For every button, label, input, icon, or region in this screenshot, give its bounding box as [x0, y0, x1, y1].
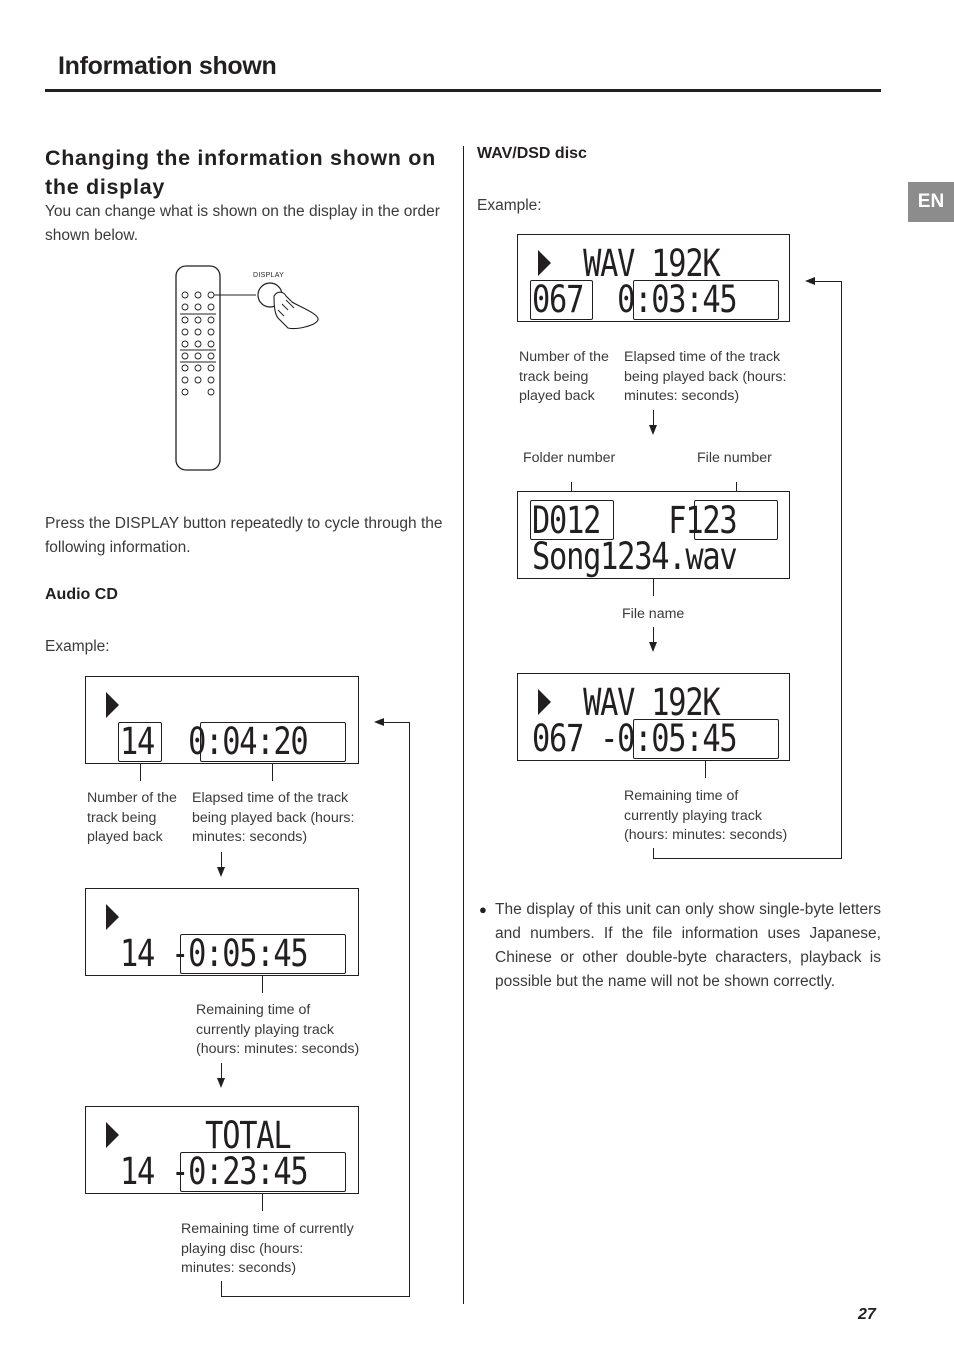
- intro-text: You can change what is shown on the display in the order shown below.: [45, 203, 440, 244]
- lcd-line-2: 067 0:03:45: [532, 278, 737, 321]
- language-tab: EN: [908, 182, 954, 222]
- caption-file-number: File number: [697, 450, 772, 466]
- wav-dsd-heading: WAV/DSD disc: [477, 145, 587, 162]
- play-indicator-icon: [106, 1122, 119, 1148]
- arrow-down-icon: [649, 425, 657, 435]
- cd-display-remaining-track: [85, 888, 359, 976]
- remaining-disc-highlight: [180, 1152, 346, 1192]
- lcd-line-1: TOTAL: [120, 1114, 291, 1157]
- caption-elapsed-time: Elapsed time of the track being played back (hours: minutes: seconds): [624, 349, 787, 404]
- caption-track-number: Number of the track being played back: [519, 349, 609, 404]
- lcd-line-1: D012 F123: [532, 499, 737, 542]
- audio-cd-heading: Audio CD: [45, 586, 118, 603]
- caption-file-name: File name: [622, 606, 685, 622]
- display-button-label: DISPLAY: [253, 272, 285, 279]
- arrow-left-icon: [374, 718, 384, 726]
- arrow-left-icon: [805, 277, 815, 285]
- caption-remaining-track: Remaining time of currently playing track (hours: minutes: seconds): [624, 788, 788, 843]
- audio-cd-example-label: Example:: [45, 638, 110, 655]
- caption-track-number: Number of the track being played back: [87, 790, 177, 845]
- caption-folder-number: Folder number: [523, 450, 616, 466]
- remote-control-illustration: [170, 262, 330, 474]
- file-number-highlight: [694, 500, 778, 540]
- display-limitation-note: The display of this unit can only show single-byte letters and numbers. If the file information uses Japanese, Chinese or other double-byte characters, playback is possible but the name will not be shown correctly.: [495, 901, 881, 990]
- arrow-down-icon: [649, 642, 657, 652]
- wav-display-remaining-track: [517, 673, 790, 761]
- play-indicator-icon: [106, 692, 119, 718]
- lcd-line-2: 14 0:04:20: [120, 720, 308, 763]
- lcd-line-2: 14 -0:05:45: [120, 932, 308, 975]
- arrow-down-icon: [217, 867, 225, 877]
- wav-display-file-info: [517, 491, 790, 579]
- page-number: 27: [858, 1306, 876, 1323]
- section-heading: Changing the information shown on the display: [45, 146, 436, 199]
- arrow-down-icon: [217, 1078, 225, 1088]
- folder-number-highlight: [530, 500, 614, 540]
- caption-remaining-track: Remaining time of currently playing track (hours: minutes: seconds): [196, 1002, 360, 1057]
- caption-remaining-disc: Remaining time of currently playing disc (hours: minutes: seconds): [181, 1221, 354, 1276]
- play-indicator-icon: [106, 904, 119, 930]
- lcd-line-2: Song1234.wav: [532, 535, 737, 578]
- lcd-line-2: 067 -0:05:45: [532, 717, 737, 760]
- elapsed-time-highlight: [200, 722, 346, 762]
- wav-display-elapsed: [517, 234, 790, 322]
- title-divider: [45, 89, 881, 92]
- remaining-time-highlight: [633, 719, 779, 759]
- track-number-highlight: [118, 722, 162, 762]
- track-number-highlight: [530, 280, 593, 320]
- lcd-line-2: 14 -0:23:45: [120, 1150, 308, 1193]
- wav-example-label: Example:: [477, 197, 542, 214]
- caption-elapsed-time: Elapsed time of the track being played back (hours: minutes: seconds): [192, 790, 355, 845]
- cd-display-elapsed: [85, 676, 359, 764]
- press-instruction: Press the DISPLAY button repeatedly to cycle through the following information.: [45, 515, 443, 556]
- remaining-time-highlight: [180, 934, 346, 974]
- elapsed-time-highlight: [633, 280, 779, 320]
- lcd-line-1: WAV 192K: [532, 681, 720, 724]
- cd-display-remaining-disc: [85, 1106, 359, 1194]
- bullet-icon: ●: [479, 902, 487, 917]
- column-divider: [463, 146, 464, 1304]
- page-title: Information shown: [58, 52, 277, 80]
- lcd-line-1: WAV 192K: [532, 242, 720, 285]
